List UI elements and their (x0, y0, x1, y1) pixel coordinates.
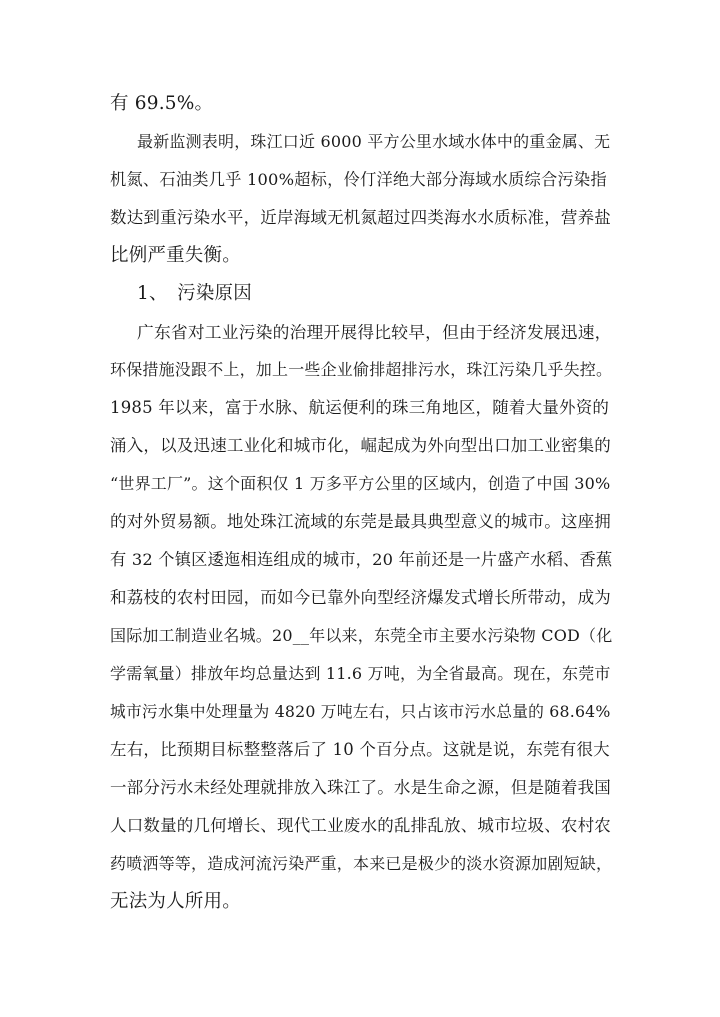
paragraph-line: 涌入，以及迅速工业化和城市化，崛起成为外向型出口加工业密集的 (110, 436, 611, 455)
paragraph-line: 机氮、石油类几乎 100%超标，伶仃洋绝大部分海域水质综合污染指 (110, 170, 607, 189)
paragraph-line: 最新监测表明，珠江口近 6000 平方公里水域水体中的重金属、无 (137, 132, 611, 151)
paragraph-line: 和荔枝的农村田园，而如今已靠外向型经济爆发式增长所带动，成为 (110, 588, 611, 607)
paragraph-line: 有 32 个镇区逶迤相连组成的城市，20 年前还是一片盛产水稻、香蕉 (110, 550, 613, 569)
paragraph-line: 广东省对工业污染的治理开展得比较早，但由于经济发展迅速， (137, 322, 612, 342)
paragraph-line: 一部分污水未经处理就排放入珠江了。水是生命之源，但是随着我国 (110, 778, 611, 797)
paragraph-line: 城市污水集中处理量为 4820 万吨左右，只占该市污水总量的 68.64% (110, 702, 611, 721)
paragraph-line: 无法为人所用。 (110, 891, 241, 912)
paragraph-line: 人口数量的几何增长、现代工业废水的乱排乱放、城市垃圾、农村农 (110, 816, 611, 835)
paragraph-line: 环保措施没跟不上，加上一些企业偷排超排污水，珠江污染几乎失控。 (110, 360, 613, 379)
paragraph-line: 比例严重失衡。 (110, 245, 241, 266)
section-heading: 1、 污染原因 (137, 283, 252, 304)
paragraph-line: “世界工厂”。这个面积仅 1 万多平方公里的区域内，创造了中国 30% (110, 474, 611, 493)
paragraph-line: 有 69.5%。 (110, 93, 214, 114)
paragraph-line: 国际加工制造业名城。20__年以来，东莞全市主要水污染物 COD（化 (110, 626, 613, 645)
paragraph-line: 药喷洒等等，造成河流污染严重，本来已是极少的淡水资源加剧短缺， (110, 854, 613, 873)
paragraph-line: 1985 年以来，富于水脉、航运便利的珠三角地区，随着大量外资的 (110, 398, 610, 417)
paragraph-line: 左右，比预期目标整整落后了 10 个百分点。这就是说，东莞有很大 (110, 740, 610, 759)
paragraph-line: 学需氧量）排放年均总量达到 11.6 万吨，为全省最高。现在，东莞市 (110, 664, 611, 683)
paragraph-line: 的对外贸易额。地处珠江流域的东莞是最具典型意义的城市。这座拥 (110, 512, 611, 531)
paragraph-line: 数达到重污染水平，近岸海域无机氮超过四类海水水质标准，营养盐 (110, 208, 611, 227)
